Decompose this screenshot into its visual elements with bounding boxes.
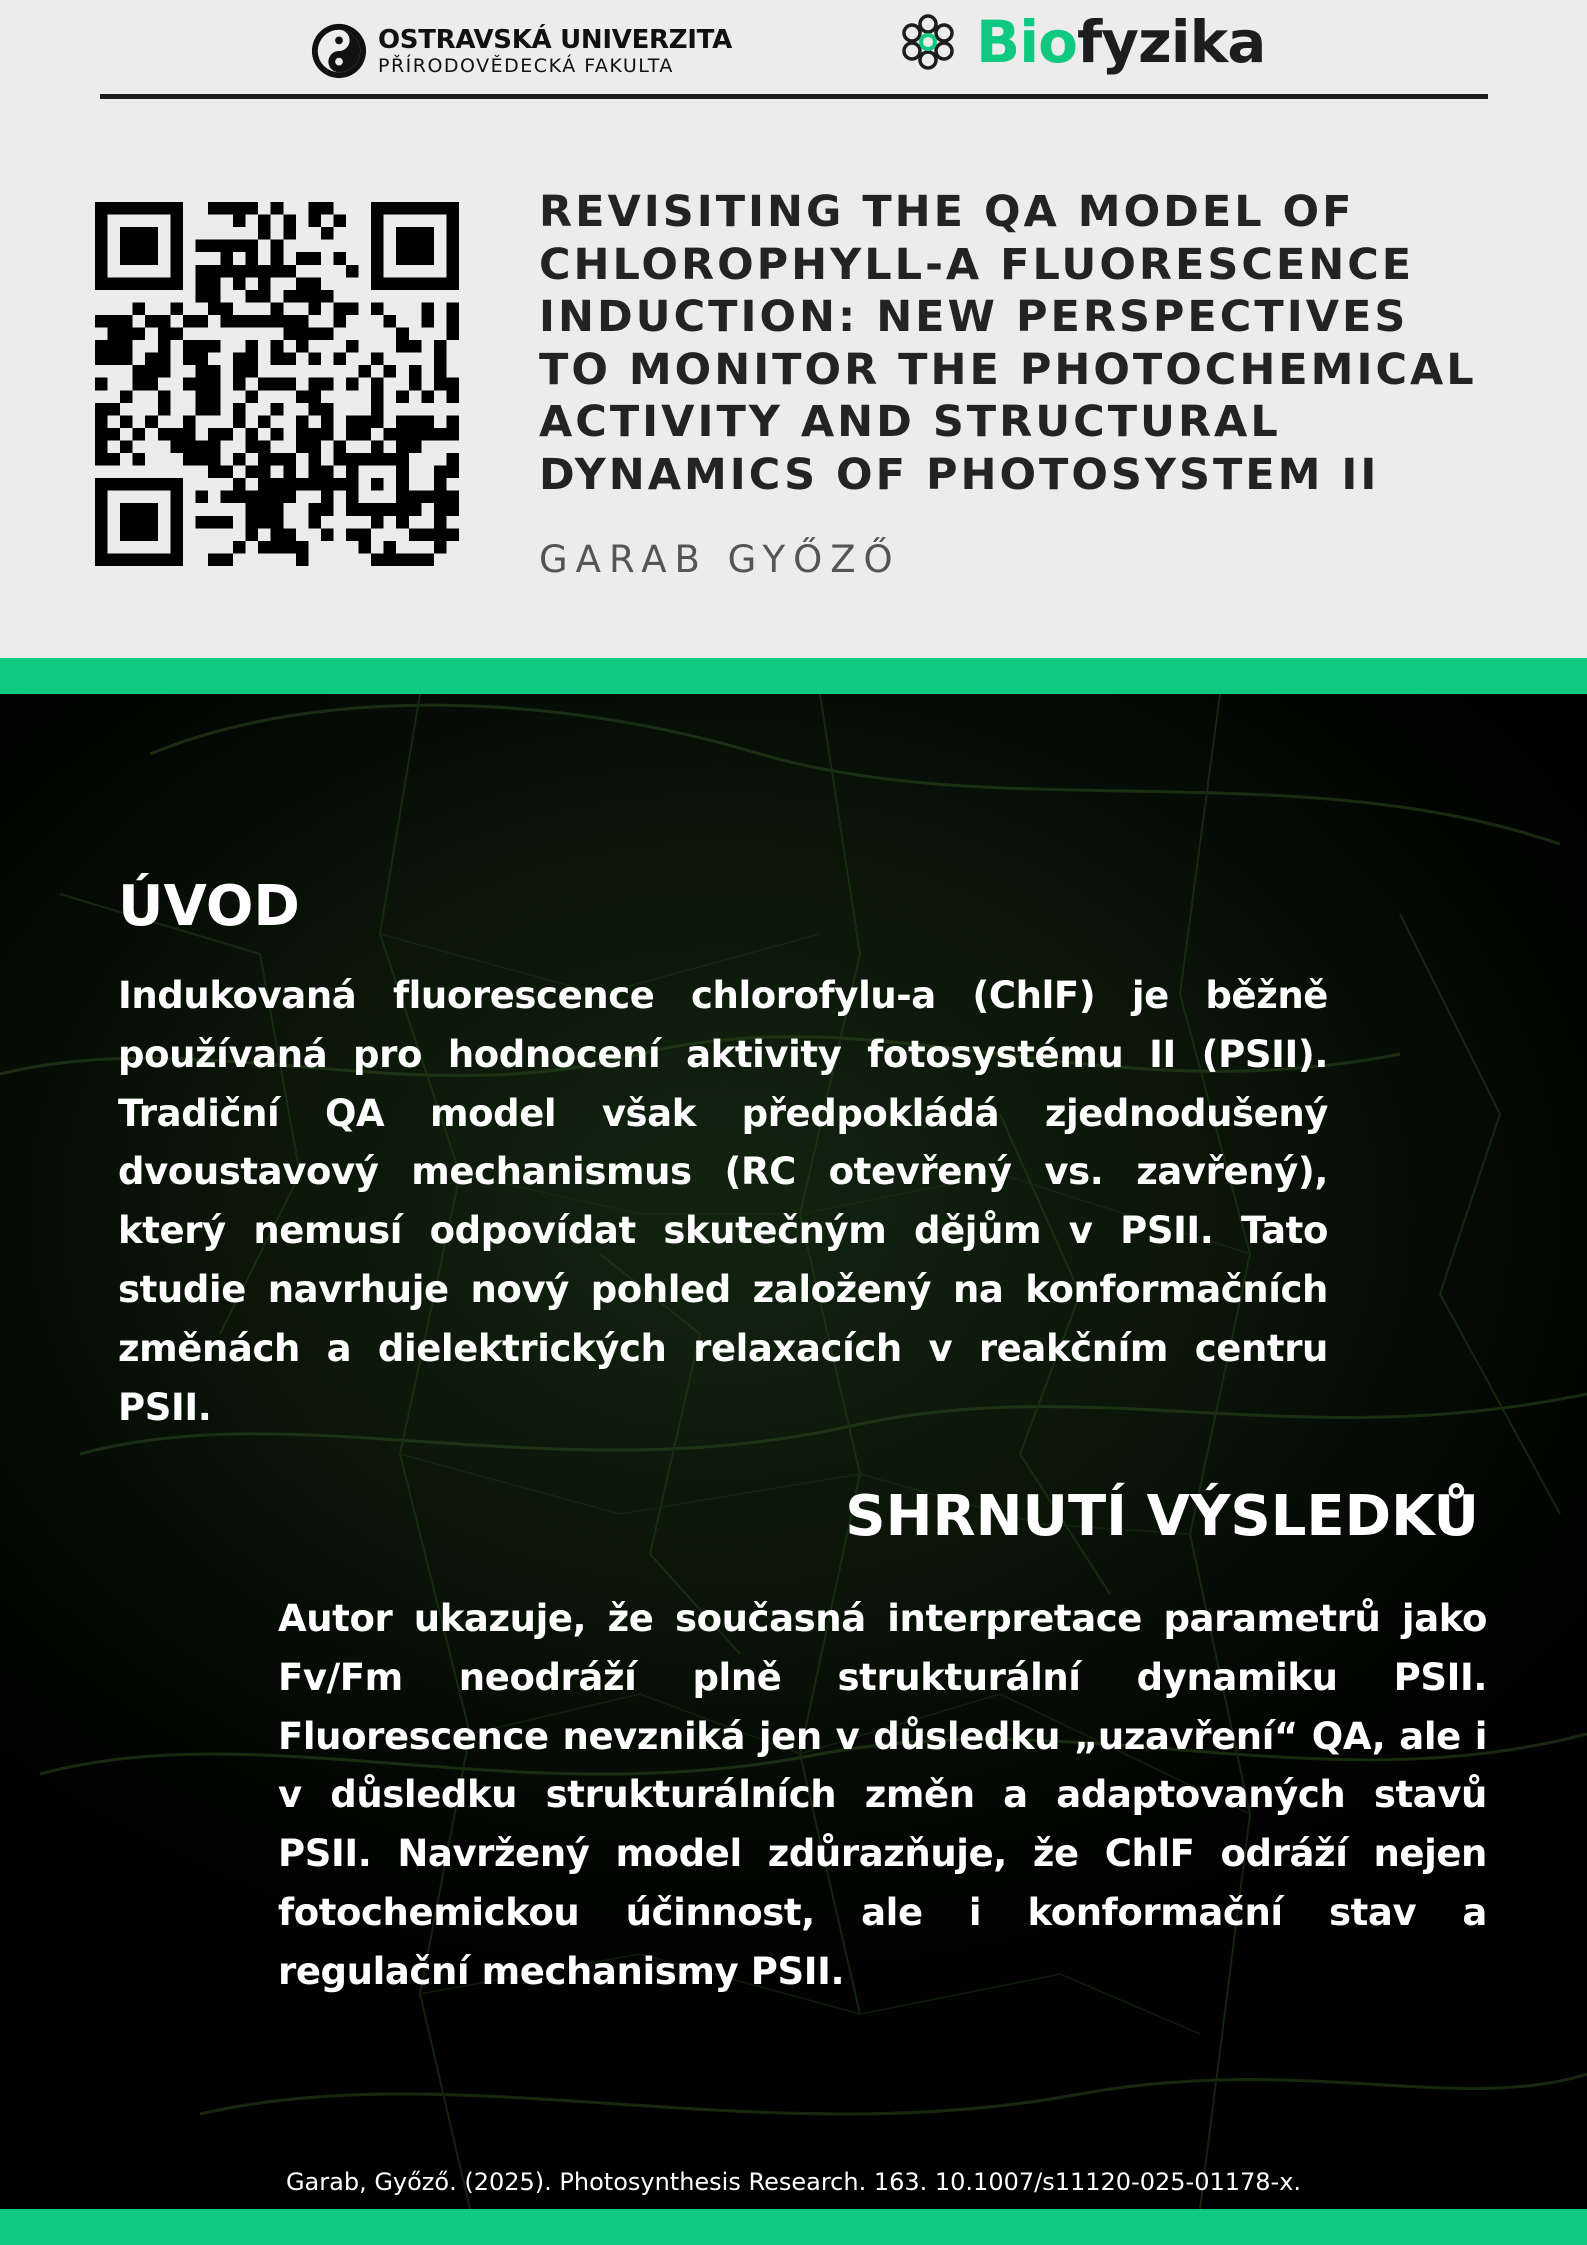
logo-bar — [0, 0, 1587, 96]
biofyzika-logo — [898, 8, 1266, 76]
university-name: OSTRAVSKÁ UNIVERZITA — [378, 24, 732, 55]
main-content — [0, 694, 1587, 2209]
swirl-circle-icon — [310, 22, 368, 80]
brand-wordmark-part2: fyzika — [1076, 8, 1266, 76]
results-text: Autor ukazuje, že současná interpretace parametrů jako Fv/Fm neodráží plně strukturální dynamiku PSII. Fluorescence nevzniká jen v důsledku „uzavření“ QA, ale i v důsledku strukturálních změn a adaptovaných stavů PSII. Navržený model zdůrazňuje, že ChlF odráží nejen fotochemickou účinnost, ale i konformační stav a regulační mechanismy PSII. — [278, 1597, 1487, 1993]
poster-title: REVISITING THE QA MODEL OF CHLOROPHYLL-A FLUORESCENCE INDUCTION: NEW PERSPECTIVES TO MONITOR THE PHOTOCHEMICAL ACTIVITY AND STRUCTURAL DYNAMICS OF PHOTOSYSTEM II — [539, 187, 1477, 500]
brand-wordmark-part1: Bio — [976, 8, 1077, 76]
results-heading: SHRNUTÍ VÝSLEDKŮ — [845, 1484, 1479, 1549]
university-text — [378, 24, 732, 77]
university-faculty: PŘÍRODOVĚDECKÁ FAKULTA — [378, 54, 674, 77]
intro-heading: ÚVOD — [118, 874, 300, 939]
poster-author: GARAB GYŐZŐ — [539, 538, 901, 581]
header-divider — [100, 94, 1488, 99]
green-accent-band-bottom — [0, 2209, 1587, 2245]
university-logo — [310, 22, 732, 80]
qr-code-icon — [95, 202, 459, 566]
green-accent-band-top — [0, 658, 1587, 694]
molecule-ring-icon — [898, 12, 958, 72]
poster-header — [0, 0, 1587, 658]
intro-text: Indukovaná fluorescence chlorofylu-a (ChlF) je běžně používaná pro hodnocení aktivity fotosystému II (PSII). Tradiční QA model však předpokládá zjednodušený dvoustavový mechanismus (RC otevřený vs. zavřený), který nemusí odpovídat skutečným dějům v PSII. Tato studie navrhuje nový pohled založený na konformačních změnách a dielektrických relaxacích v reakčním centru PSII. — [118, 974, 1328, 1429]
citation: Garab, Győző. (2025). Photosynthesis Research. 163. 10.1007/s11120-025-01178-x. — [285, 2168, 1302, 2196]
brand-wordmark — [976, 8, 1266, 76]
